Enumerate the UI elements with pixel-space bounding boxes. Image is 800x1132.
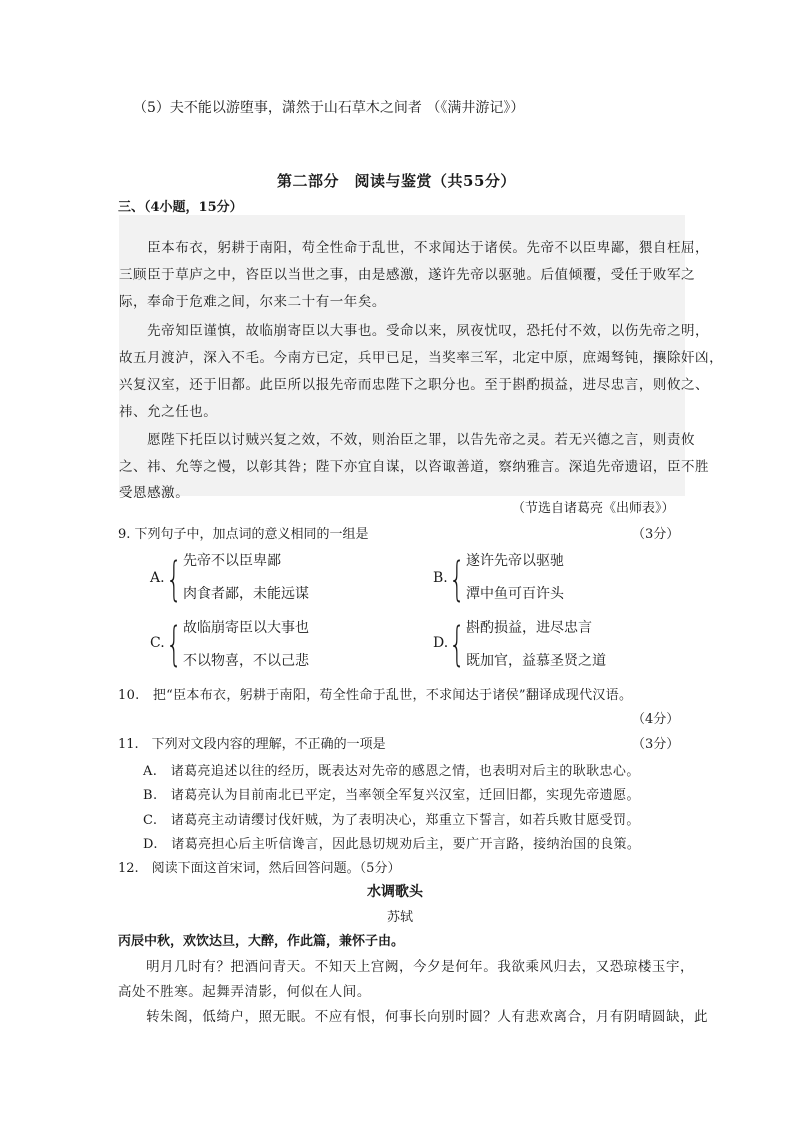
q9-option-a-line1: 先帝不以臣卑鄙 xyxy=(183,553,281,569)
q9-option-b-line1: 遂许先帝以驱驰 xyxy=(466,553,564,569)
q9-score: （3分） xyxy=(632,527,680,542)
brace-icon: { xyxy=(166,617,183,671)
q9-option-d-line1: 斟酌损益，进尽忠言 xyxy=(466,620,592,636)
passage-line: 先帝知臣谨慎，故临崩寄臣以大事也。受命以来，夙夜忧叹，恐托付不效，以伤先帝之明， xyxy=(119,323,710,339)
q10-score: （4分） xyxy=(632,712,680,727)
q10-stem: 10. 把“臣本布衣，躬耕于南阳，苟全性命于乱世，不求闻达于诸侯”翻译成现代汉语。 xyxy=(118,688,633,703)
poem-line: 明月几时有？把酒问青天。不知天上宫阙，今夕是何年。我欲乘风归去，又恐琼楼玉宇， xyxy=(118,959,695,975)
q9-option-b-line2: 潭中鱼可百许头 xyxy=(466,586,564,602)
poem-title: 水调歌头 xyxy=(367,884,423,900)
poem-line: 高处不胜寒。起舞弄清影，何似在人间。 xyxy=(118,984,371,1000)
q9-option-c-line1: 故临崩寄臣以大事也 xyxy=(183,620,309,636)
passage-line: 之、祎、允等之慢，以彰其咎；陛下亦宜自谋，以咨诹善道，察纳雅言。深追先帝遗诏，臣不胜 xyxy=(119,459,710,475)
passage-line: 臣本布衣，躬耕于南阳，苟全性命于乱世，不求闻达于诸侯。先帝不以臣卑鄙，猥自枉屈， xyxy=(119,240,710,256)
passage-line: 际，奉命于危难之间，尔来二十有一年矣。 xyxy=(119,294,386,310)
passage-line: 兴复汉室，还于旧都。此臣所以报先帝而忠陛下之职分也。至于斟酌损益，进尽忠言，则攸之、 xyxy=(119,377,710,393)
q9-option-c-line2: 不以物喜，不以己悲 xyxy=(183,653,309,669)
q11-option-b: B. 诸葛亮认为目前南北已平定，当率领全军复兴汉室，迁回旧都，实现先帝遗愿。 xyxy=(143,788,640,803)
poem-author: 苏轼 xyxy=(387,910,414,925)
q11-option-d: D. 诸葛亮担心后主听信谗言，因此恳切规劝后主，要广开言路，接纳治国的良策。 xyxy=(143,837,641,852)
passage-source: （节选自诸葛亮《出师表》） xyxy=(512,501,675,516)
passage-line: 愿陛下托臣以讨贼兴复之效，不效，则治臣之罪，以告先帝之灵。若无兴德之言，则责攸 xyxy=(119,432,696,448)
q9-option-d-label: D. xyxy=(433,635,449,651)
q11-option-c: C. 诸葛亮主动请缨讨伐奸贼，为了表明决心，郑重立下誓言，如若兵败甘愿受罚。 xyxy=(143,813,640,828)
passage-line: 祎、允之任也。 xyxy=(119,404,218,420)
passage-line: 受恩感激。 xyxy=(119,485,190,501)
q9-option-d-line2: 既加官，益慕圣贤之道 xyxy=(466,653,606,669)
q9-option-a-line2: 肉食者鄙，未能远谋 xyxy=(183,586,309,602)
q11-stem: 11. 下列对文段内容的理解，不正确的一项是 xyxy=(118,737,386,752)
poem-line: 转朱阁，低绮户，照无眠。不应有恨，何事长向别时圆？人有悲欢离合，月有阴晴圆缺，此 xyxy=(118,1009,709,1025)
brace-icon: { xyxy=(449,552,466,606)
q12-stem: 12. 阅读下面这首宋词，然后回答问题。（5分） xyxy=(118,861,401,876)
passage-line: 三顾臣于草庐之中，咨臣以当世之事，由是感激，遂许先帝以驱驰。后值倾覆，受任于败军之 xyxy=(119,267,696,283)
brace-icon: { xyxy=(449,617,466,671)
passage-line: 故五月渡泸，深入不毛。今南方已定，兵甲已足，当奖率三军，北定中原，庶竭驽钝，攘除奸凶， xyxy=(119,350,724,366)
q11-score: （3分） xyxy=(632,737,680,752)
q9-stem: 9. 下列句子中，加点词的意义相同的一组是 xyxy=(118,527,369,542)
q9-option-c-label: C. xyxy=(150,635,165,651)
q9-option-a-label: A. xyxy=(150,570,165,586)
top-item: （5）夫不能以游堕事，潇然于山石草木之间者 （《满井游记》） xyxy=(133,100,525,116)
q11-option-a: A. 诸葛亮追述以往的经历，既表达对先帝的感恩之情，也表明对后主的耿耿忠心。 xyxy=(143,764,640,779)
section-title: 第二部分 阅读与鉴赏（共55分） xyxy=(277,172,516,190)
section3-heading: 三、（4小题，15分） xyxy=(118,200,243,215)
passage-block xyxy=(119,215,724,501)
poem-preface: 丙辰中秋，欢饮达旦，大醉，作此篇，兼怀子由。 xyxy=(118,934,405,949)
brace-icon: { xyxy=(166,552,183,606)
q9-option-b-label: B. xyxy=(433,570,448,586)
